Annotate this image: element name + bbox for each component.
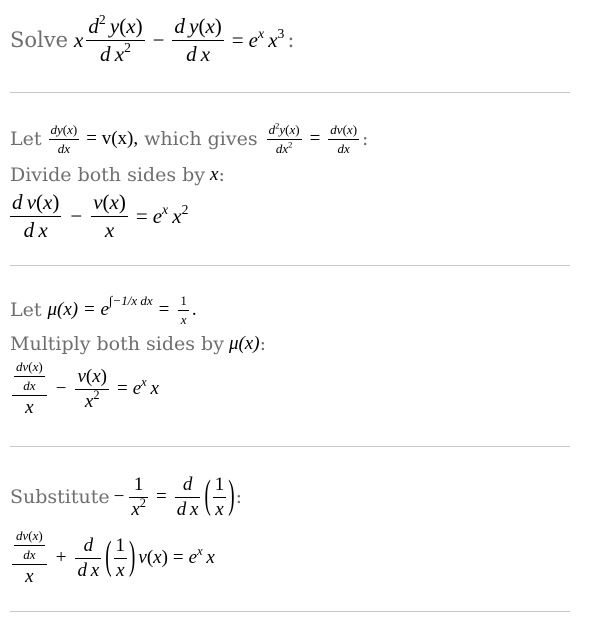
d-dx-operator: $\frac{d}{\text{d x}}$ bbox=[176, 473, 199, 520]
math-x: x bbox=[74, 27, 84, 52]
let-mu-label: Let bbox=[10, 299, 42, 321]
one-over-x-numerator: 1 bbox=[180, 292, 187, 308]
multiply-label: Multiply both sides by bbox=[10, 333, 224, 355]
substituted-equation: $\frac{\frac{dv(x)}{dx}}{x}$ + $\frac{d}{\text{d x}}$ ( $\frac{1}{x}$ ) v(x) = $e^x$ x bbox=[10, 527, 215, 589]
one-over-x-small-fraction bbox=[178, 294, 189, 326]
separator-2 bbox=[10, 265, 570, 266]
multiplied-equation: $\frac{\frac{dv(x)}{dx}}{x}$ − $\frac{v(x)}{x^2}$ = $e^x$ x bbox=[10, 358, 159, 420]
solve-colon: : bbox=[287, 28, 295, 52]
divide-label: Divide both sides by bbox=[10, 164, 206, 186]
d-dx-operator-2: $\frac{d}{\text{d x}}$ bbox=[77, 534, 100, 581]
one-over-x2-fraction: $\frac{1}{x^2}$ bbox=[131, 473, 146, 520]
d2y-dx2-small-fraction: $\frac{d^2y(x)}{dx^2}$ bbox=[268, 120, 300, 156]
substitute-colon: : bbox=[235, 486, 242, 508]
divide-var: x bbox=[210, 164, 219, 185]
equals-v: = v(x), bbox=[86, 128, 139, 149]
multiply-var: μ(x) bbox=[228, 333, 260, 354]
multiply-line bbox=[10, 331, 266, 357]
v-over-x-fraction: $\frac{v(x)}{x}$ bbox=[93, 190, 126, 242]
substitute-line: Substitute − $\frac{1}{x^2}$ = $\frac{d}{\text{d x}}$ ( $\frac{1}{x}$ ) : bbox=[10, 473, 242, 520]
paren-one-over-x-fraction: $\frac{1}{x}$ bbox=[214, 473, 225, 520]
let-mu-period: . bbox=[191, 299, 197, 320]
substitute-label: Substitute bbox=[10, 486, 110, 508]
first-derivative-fraction: $\frac{\text{d y(x)}}{\text{d x}}$ bbox=[174, 14, 222, 66]
mu-equals: = bbox=[158, 299, 170, 320]
dv-dx-small-fraction: $\frac{dv(x)}{dx}$ bbox=[330, 121, 358, 156]
let-mu-line bbox=[10, 290, 197, 330]
mu-exponent: ∫−1/x dx bbox=[108, 293, 153, 308]
let-v-label: Let bbox=[10, 128, 42, 150]
paren-one-over-x-fraction-2: $\frac{1}{x}$ bbox=[115, 534, 126, 581]
solve-label: Solve bbox=[10, 28, 69, 52]
let-v-line: Let $\frac{dy(x)}{dx}$ = v(x), which gives $\frac{d^2y(x)}{dx^2}$ = $\frac{dv(x)}{dx}$ : bbox=[10, 120, 369, 156]
dy-dx-small-fraction: $\frac{dy(x)}{dx}$ bbox=[50, 121, 78, 156]
separator-4 bbox=[10, 611, 570, 612]
divide-line bbox=[10, 162, 225, 188]
divide-colon: : bbox=[218, 164, 225, 186]
separator-3 bbox=[10, 446, 570, 447]
nested-dv-dx-over-x-fraction: $\frac{\frac{dv(x)}{dx}}{x}$ bbox=[12, 360, 47, 417]
v-over-x2-fraction: $\frac{v(x)}{x^2}$ bbox=[77, 365, 107, 412]
mu-expression: μ(x) = e bbox=[47, 299, 109, 320]
divided-equation: $\frac{\text{d v(x)}}{\text{d x}}$ − $\frac{v(x)}{x}$ = $e^x$ $x^2$ bbox=[12, 190, 189, 242]
which-gives-text: which gives bbox=[144, 128, 258, 150]
let-v-colon: : bbox=[362, 128, 369, 150]
dv-dx-fraction: $\frac{\text{d v(x)}}{\text{d x}}$ bbox=[12, 190, 60, 242]
separator-1 bbox=[10, 92, 570, 93]
second-derivative-fraction: $\frac{d^2 y(x)}{d x^2}$ bbox=[88, 12, 143, 66]
solve-line: Solve x $\frac{d^2 y(x)}{d x^2}$ − $\frac{\text{d y(x)}}{\text{d x}}$ = $e^x$ $x^3$ : bbox=[10, 12, 295, 66]
one-over-x-denominator: x bbox=[180, 311, 187, 327]
multiply-colon: : bbox=[259, 333, 266, 355]
nested-dv-dx-over-x-fraction-2: $\frac{\frac{dv(x)}{dx}}{x}$ bbox=[12, 529, 47, 586]
